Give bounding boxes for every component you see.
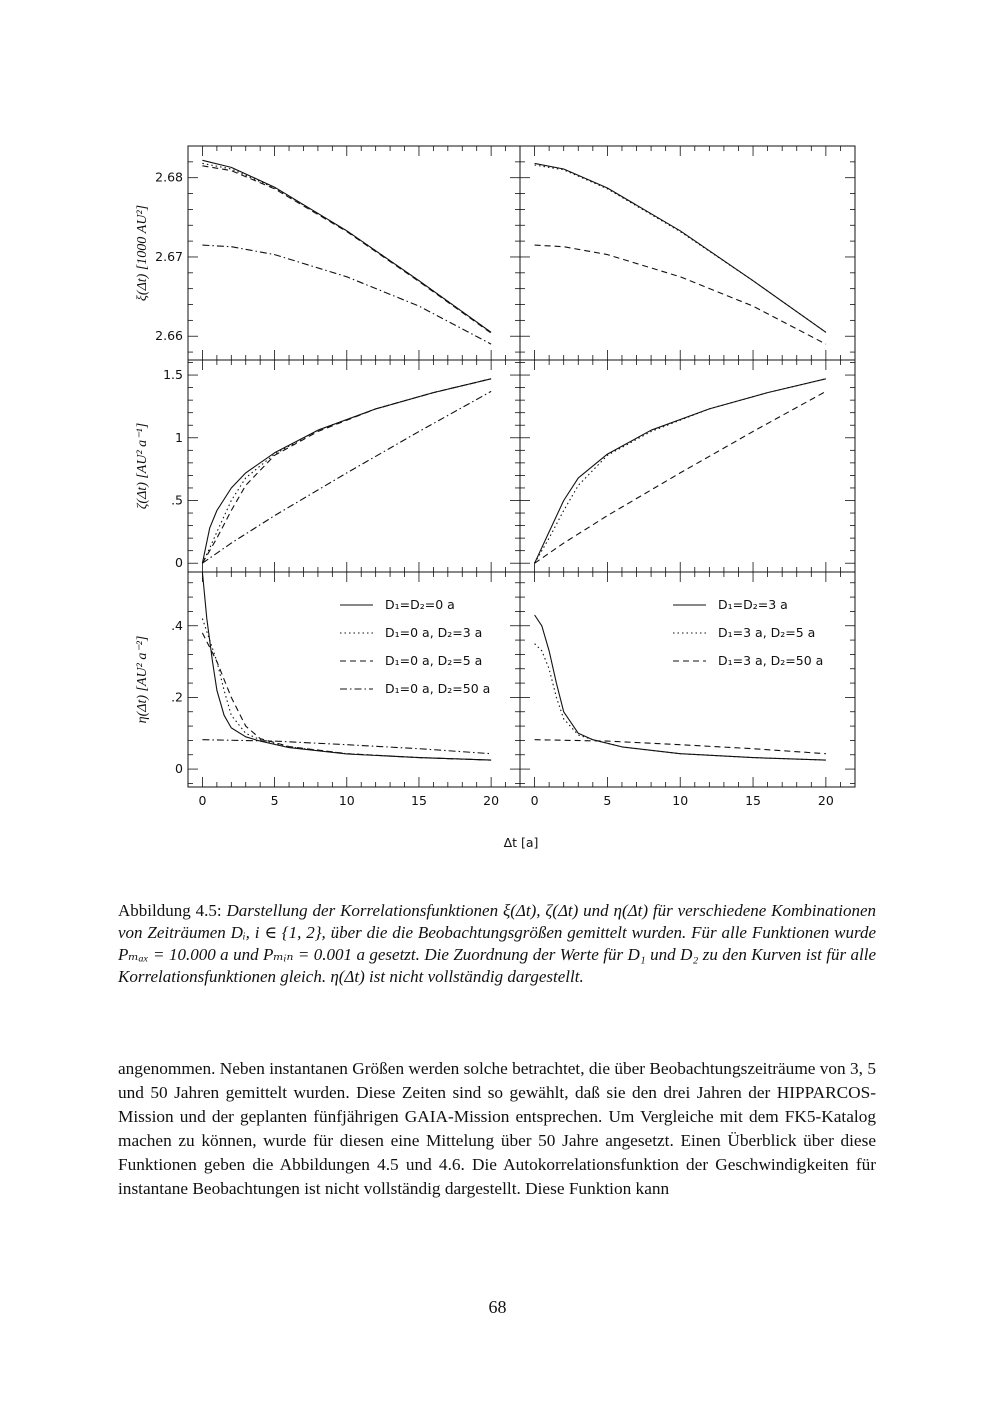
series-line <box>535 379 826 563</box>
series-line <box>202 245 491 344</box>
series-line <box>202 740 491 754</box>
y-tick-label: 0 <box>175 761 183 777</box>
series-line <box>202 379 491 563</box>
legend-label: D₁=0 a, D₂=5 a <box>385 653 483 668</box>
y-axis-label: η(Δt) [AU² a⁻²] <box>135 635 150 724</box>
legend-label: D₁=3 a, D₂=50 a <box>718 653 824 668</box>
x-tick-label: 10 <box>338 793 355 808</box>
x-tick-label: 0 <box>198 793 207 808</box>
series-line <box>202 391 491 563</box>
panel-xi-right <box>520 146 855 360</box>
x-tick-label: 15 <box>411 793 427 808</box>
panel-frame <box>520 146 855 360</box>
series-line <box>535 379 826 563</box>
x-tick-label: 10 <box>672 793 689 808</box>
x-tick-label: 5 <box>603 793 612 808</box>
series-line <box>202 379 491 563</box>
x-tick-label: 0 <box>530 793 539 808</box>
x-tick-label: 20 <box>817 793 834 808</box>
y-axis-label: ξ(Δt) [1000 AU²] <box>135 204 150 302</box>
y-axis-label: ζ(Δt) [AU² a⁻¹] <box>135 422 150 510</box>
panel-frame <box>188 146 520 360</box>
body-paragraph: angenommen. Neben instantanen Größen werden solche betrachtet, die über Beobachtungszeiträume von 3, 5 und 50 Jahren gemittelt wurden. Diese Zeiten sind so gewählt, daß sie den drei Jahren der HIPPARCOS-Mission und der geplanten fünfjährigen GAIA-Mission entsprechen. Um Vergleiche mit dem FK5-Katalog machen zu können, wurde für diesen eine Mittelung über 50 Jahre angesetzt. Einen Überblick über diese Funktionen geben die Abbildungen 4.5 und 4.6. Die Autokorrelationsfunktion der Geschwindigkeiten für instantane Beobachtungen ist nicht vollständig dargestellt. Diese Funktion kann <box>118 1059 876 1198</box>
x-axis-label: Δt [a] <box>503 835 539 850</box>
legend-label: D₁=0 a, D₂=3 a <box>385 625 483 640</box>
caption-lead: Abbildung 4.5: <box>118 901 222 920</box>
legend-label: D₁=D₂=0 a <box>385 597 455 612</box>
legend-label: D₁=0 a, D₂=50 a <box>385 681 491 696</box>
series-line <box>202 379 491 563</box>
panel-eta-left <box>135 572 520 808</box>
y-tick-label: 1 <box>175 429 183 445</box>
y-tick-label: 0 <box>175 555 183 571</box>
y-tick-label: 1.5 <box>163 367 183 383</box>
x-tick-label: 20 <box>483 793 500 808</box>
series-line <box>202 633 491 760</box>
series-line <box>535 163 826 332</box>
y-tick-label: .5 <box>171 492 183 508</box>
legend-label: D₁=3 a, D₂=5 a <box>718 625 816 640</box>
series-line <box>202 160 491 332</box>
panel-zeta-right <box>520 360 855 572</box>
series-line <box>535 245 826 344</box>
panel-zeta-left <box>135 360 520 572</box>
x-tick-label: 5 <box>270 793 279 808</box>
y-tick-label: 2.66 <box>155 328 183 344</box>
y-tick-label: 2.68 <box>155 169 183 185</box>
panel-frame <box>520 572 855 787</box>
y-tick-label: .2 <box>171 689 183 705</box>
caption-body: Darstellung der Korrelationsfunktionen ξ(Δt), ζ(Δt) und η(Δt) für verschiedene Kombinationen von Zeiträumen Dᵢ, i ∈ {1, 2}, über die die Beobachtungsgrößen gemittelt wurden. Für alle Funktionen wurde Pₘₐₓ = 10.000 a und Pₘᵢₙ = 0.001 a gesetzt. Die Zuordnung der Werte für D₁ und D₂ zu den Kurven ist für alle Korrelationsfunktionen gleich. η(Δt) ist nicht vollständig dargestellt. <box>118 901 877 986</box>
panel-frame <box>188 360 520 572</box>
series-line <box>535 740 826 754</box>
series-line <box>202 163 491 332</box>
legend-label: D₁=D₂=3 a <box>718 597 788 612</box>
x-tick-label: 15 <box>745 793 761 808</box>
series-line <box>535 165 826 332</box>
panel-frame <box>520 360 855 572</box>
y-tick-label: .4 <box>171 617 183 633</box>
figure-caption <box>118 900 876 988</box>
panel-eta-right <box>520 572 855 808</box>
page-number: 68 <box>488 1297 507 1317</box>
y-tick-label: 2.67 <box>155 248 183 264</box>
panel-xi-left <box>135 146 520 360</box>
